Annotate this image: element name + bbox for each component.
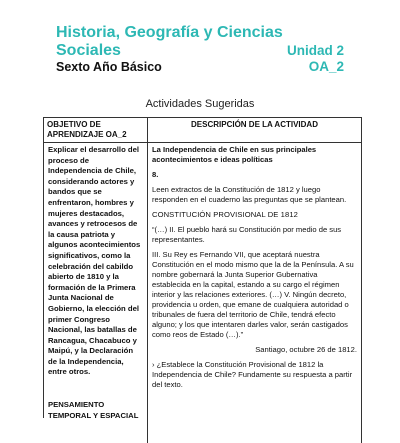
date-line: Santiago, octubre 26 de 1812. xyxy=(255,345,357,354)
unit-label: Unidad 2 xyxy=(286,43,344,58)
objective-column-header: OBJETIVO DE APRENDIZAJE OA_2 xyxy=(44,118,148,143)
description-column-header: DESCRIPCIÓN DE LA ACTIVIDAD xyxy=(148,118,362,143)
question-item: › ¿Establece la Constitución Provisional de 1812 la Independencia de Chile? Fundamente su respuesta a partir del texto. xyxy=(152,360,353,389)
constitution-title: CONSTITUCIÓN PROVISIONAL DE 1812 xyxy=(152,210,298,219)
excerpt-articles-3-5: III. Su Rey es Fernando VII, que aceptará nuestra Constitución en el modo mismo que la de la Península. A su nombre gobernará la Junta Superior Gubernativa establecida en la capital, estando a su cargo el régimen interior y las relaciones exteriores. (…) V. Ningún decreto, providencia u orden, que emane de cualquiera autoridad o tribunales de fuera del territorio de Chile, tendrá efecto alguno; y los que intentaren darles valor, serán castigados como reos de Estado (…).” xyxy=(152,250,354,339)
grade-label: Sexto Año Básico xyxy=(56,60,162,74)
activity-title: La Independencia de Chile en sus principales acontecimientos e ideas políticas xyxy=(152,145,317,164)
activity-table xyxy=(43,117,362,418)
excerpt-article-2: “(…) II. El pueblo hará su Constitución por medio de sus representantes. xyxy=(152,225,342,244)
objective-cell xyxy=(44,143,148,443)
subject-title: Historia, Geografía y Ciencias Sociales xyxy=(56,24,283,59)
objective-text: Explicar el desarrollo del proceso de Independencia de Chile, considerando actores y bandos que se enfrentaron, hombres y mujeres destacados, avances y retrocesos de la causa patriota y algunos acontecimientos significativos, como la celebración del cabildo abierto de 1810 y la formación de la Primera Junta Nacional de Gobierno, la elección del primer Congreso Nacional, las batallas de Rancagua, Chacabuco y Maipú, y la Declaración de la Independencia, entre otros. xyxy=(48,145,141,377)
section-title: Actividades Sugeridas xyxy=(145,98,255,110)
oa-label: OA_2 xyxy=(308,59,344,74)
description-cell xyxy=(148,143,362,443)
activity-instructions: Leen extractos de la Constitución de 1812 y luego responden en el cuaderno las preguntas que se plantean. xyxy=(152,185,347,204)
activity-number: 8. xyxy=(152,170,159,179)
second-objective-heading: PENSAMIENTO TEMPORAL Y ESPACIAL xyxy=(48,400,139,420)
